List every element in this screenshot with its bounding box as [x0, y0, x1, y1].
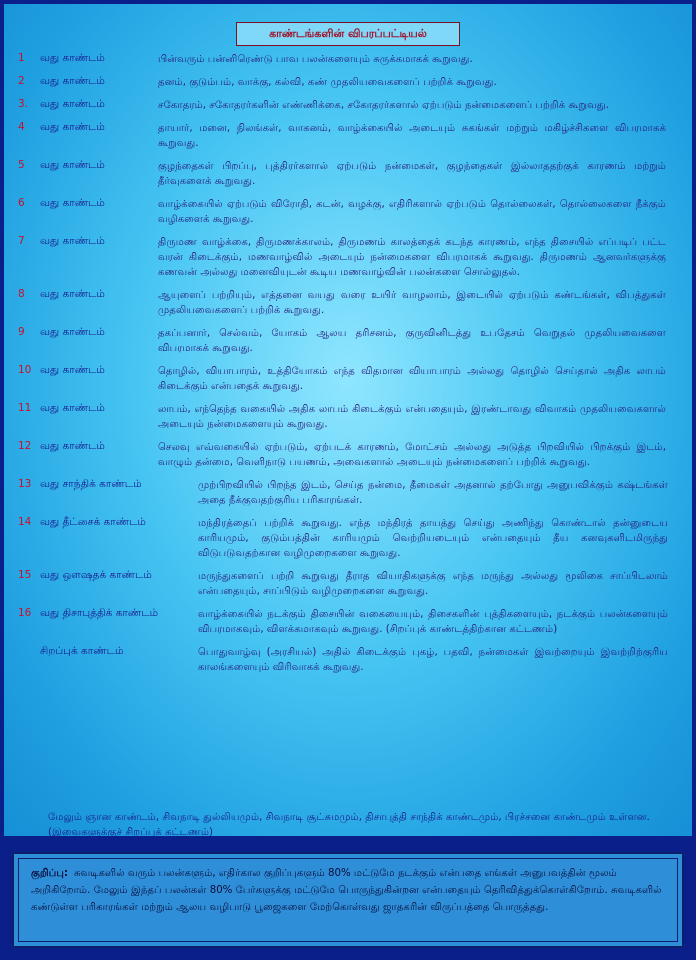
- chapter-description: வாழ்க்கையில் நடக்கும் திசையின் வகையையும், திசைகளின் புத்திகளையும், நடக்கும் பலன்களையும் விபரமாகவும், விளக்கமாகவும் கூறுவது. (சிறப்புக் காண்டத்திற்கான கட்டணம்): [198, 609, 668, 635]
- chapter-label: வது காண்டம்: [40, 235, 105, 247]
- special-chapter-row: [16, 645, 686, 675]
- chapter-description: வாழ்க்கையில் ஏற்படும் விரோதி, கடன், வழக்கு, எதிரிகளால் ஏற்படும் தொல்லைகள், தொல்லைகளை நீக்கும் வழிகளைக் கூறுவது.: [158, 199, 666, 225]
- chapter-description: முற்பிறவியில் பிறந்த இடம், செய்த நன்மை, தீமைகள் அதனால் தற்போது அனுபவிக்கும் கஷ்டங்கள் அதை நீக்குவதற்குரிய பரிகாரங்கள்.: [198, 480, 668, 506]
- note-inner-frame: [18, 858, 678, 942]
- chapter-number: 3.: [18, 98, 29, 110]
- chapter-description: சகோதரம், சகோதரர்களின் எண்ணிக்கை, சகோதரர்களால் ஏற்படும் நன்மைகளைப் பற்றிக் கூறுவது.: [158, 100, 609, 111]
- chapter-number: 16: [18, 607, 32, 619]
- chapter-number: 4: [18, 121, 25, 133]
- chapter-number: [16, 645, 40, 675]
- chapter-label: வது காண்டம்: [40, 402, 105, 414]
- chapter-number: 12: [18, 440, 32, 452]
- additional-chapters-paragraph: மேலும் ஞான காண்டம், சிவநாடி துல்லியமும், சிவநாடி சூட்சுமமும், திசாபுத்தி சாந்திக் காண்டமும், பிரச்சனை காண்டமும் உள்ளன. (இவைகளுக்குச் சிறப்புக் கட்டணம்): [48, 812, 650, 838]
- chapter-row: [16, 159, 686, 189]
- special-chapter-row: [16, 569, 686, 599]
- chapter-number: 13: [18, 478, 32, 490]
- chapter-number: 9: [18, 326, 25, 338]
- chapter-label: வது காண்டம்: [40, 52, 105, 64]
- chapter-number: 15: [18, 569, 32, 581]
- chapter-list: [16, 52, 686, 683]
- chapter-label: வது திசாபுத்திக் காண்டம்: [40, 607, 159, 619]
- chapter-description: திருமண வாழ்க்கை, திருமணக்காலம், திருமணம் காலத்தைக் கடந்த காரணம், எந்த திசையில் எப்படிப் பட்ட வரன் கிடைக்கும், மணவாழ்வில் அடையும் நன்மைகளை விபரமாகக் கூறுவது. திருமணம் ஆனவர்களுக்கு கணவன் அல்லது மனைவியுடன் கூடிய மணவாழ்வின் பலன்களை சொல்லுதல்.: [158, 237, 666, 278]
- chapter-number: 11: [18, 402, 32, 414]
- chapter-row: [16, 121, 686, 151]
- chapter-number: 6: [18, 197, 25, 209]
- chapter-description: தொழில், வியாபாரம், உத்தியோகம் எந்த விதமான வியாபாரம் அல்லது தொழில் செய்தால் அதிக லாபம் கிடைக்கும் என்பதைக் கூறுவது.: [158, 366, 666, 392]
- chapter-label: சிறப்புக் காண்டம்: [40, 645, 124, 657]
- chapter-label: வது காண்டம்: [40, 364, 105, 376]
- chapter-description: லாபம், எந்தெந்த வகையில் அதிக லாபம் கிடைக்கும் என்பதையும், இரண்டாவது விவாகம் முதலியவைகளால் அடையும் நன்மைகளையும் கூறுவது.: [158, 404, 666, 430]
- chapter-description: பின்வரும் பன்னிரெண்டு பாவ பலன்களையும் சுருக்கமாகக் கூறுவது.: [158, 54, 473, 65]
- chapter-number: 14: [18, 516, 32, 528]
- chapter-description: ஆயுளைப் பற்றியும், எத்தனை வயது வரை உயிர் வாழலாம், இடையில் ஏற்படும் கண்டங்கள், விபத்துகள் முதலியவைகளைப் பற்றிக் கூறுவது.: [158, 290, 666, 316]
- note-box: [12, 852, 684, 948]
- chapter-label: வது காண்டம்: [40, 440, 105, 452]
- note-text: சுவடிகளில் வரும் பலன்களும், எதிர்கால குறிப்புகளும் 80% மட்டுமே நடக்கும் என்பதை எங்கள் அனுபவத்தின் மூலம் அறிகிறோம். மேலும் இந்தப் பலன்கள் 80% பேர்களுக்கு மட்டுமே பொருந்துகின்றன என்பதையும் தெரிவித்துக்கொள்கிறோம். சுவடிகளில் கண்டுள்ள பரிகாரங்கள் மற்றும் ஆலய வழிபாடு பூஜைகளை மேற்கொள்வது ஜாதகரின் விருப்பத்தை பொருத்தது.: [31, 868, 662, 913]
- chapter-label: வது காண்டம்: [40, 121, 105, 133]
- chapter-description: மந்திரத்தைப் பற்றிக் கூறுவது. எந்த மந்திரத் தாயத்து செய்து அணிந்து கொண்டால் தன்னுடைய காரியமும், குடும்பத்தின் காரியமும் வெற்றியடையும் என்பதையும் தீய கனவுகளிடமிருந்து விடுபடுவதற்கான வழிமுறைகளை கூறுவது.: [198, 518, 668, 559]
- special-chapter-row: [16, 478, 686, 508]
- chapter-row: [16, 75, 686, 90]
- chapter-number: 5: [18, 159, 25, 171]
- special-chapter-row: [16, 607, 686, 637]
- content-panel: [4, 4, 692, 836]
- chapter-description: தனம், குடும்பம், வாக்கு, கல்வி, கண் முதலியவைகளைப் பற்றிக் கூறுவது.: [158, 77, 497, 88]
- chapter-row: [16, 288, 686, 318]
- chapter-label: வது தீட்சைக் காண்டம்: [40, 516, 146, 528]
- chapter-label: வது ஒளஷதக் காண்டம்: [40, 569, 152, 581]
- special-chapter-row: [16, 516, 686, 561]
- chapter-label: வது காண்டம்: [40, 197, 105, 209]
- chapter-label: வது காண்டம்: [40, 326, 105, 338]
- chapter-number: 8: [18, 288, 25, 300]
- chapter-description: தகப்பனார், செல்வம், யோகம் ஆலய தரிசனம், குருவினிடத்து உபதேசம் வெறுதல் முதலியவைகளை விபரமாகக் கூறுவது.: [158, 328, 666, 354]
- page-title: காண்டங்களின் விபரப்பட்டியல்: [269, 26, 427, 40]
- chapter-label: வது காண்டம்: [40, 98, 105, 110]
- chapter-label: வது காண்டம்: [40, 159, 105, 171]
- chapter-description: தாயார், மனை, நிலங்கள், வாகனம், வாழ்க்கையில் அடையும் சுகங்கள் மற்றும் மகிழ்ச்சிகளை விபரமாகக் கூறுவது.: [158, 123, 666, 149]
- chapter-row: [16, 402, 686, 432]
- chapter-description: மருந்துகளைப் பற்றி கூறுவது தீராத வியாதிகளுக்கு எந்த மருந்து அல்லது மூலிகை சாப்பிடலாம் என்பதையும், சாப்பிடும் வழிமுறைகளை கூறுவது.: [198, 571, 668, 597]
- chapter-row: [16, 98, 686, 113]
- chapter-row: [16, 235, 686, 280]
- chapter-description: செலவு எவ்வகையில் ஏற்படும், ஏற்படக் காரணம், மோட்சம் அல்லது அடுத்த பிறவியில் பிறக்கும் இடம், வாழும் தன்மை, வெளிநாடு பயணம், அவைகளால் அடையும் நன்மைகளைப் பற்றிக் கூறுவது.: [158, 442, 666, 468]
- chapter-label: வது சாந்திக் காண்டம்: [40, 478, 142, 490]
- chapter-label: வது காண்டம்: [40, 288, 105, 300]
- chapter-number: 2: [18, 75, 25, 87]
- chapter-label: வது காண்டம்: [40, 75, 105, 87]
- chapter-description: பொதுவாழ்வு (அரசியல்) அதில் கிடைக்கும் புகழ், பதவி, நன்மைகள் இவற்றையும் இவற்றிற்குரிய காலங்களையும் விரிவாகக் கூறுவது.: [198, 647, 668, 673]
- chapter-row: [16, 326, 686, 356]
- title-box: [236, 22, 460, 46]
- chapter-number: 7: [18, 235, 25, 247]
- chapter-row: [16, 197, 686, 227]
- chapter-row: [16, 364, 686, 394]
- chapter-row: [16, 440, 686, 470]
- chapter-number: 10: [18, 364, 32, 376]
- chapter-number: 1: [18, 52, 25, 64]
- note-label: குறிப்பு:: [31, 868, 68, 879]
- chapter-description: குழந்தைகள் பிறப்பு, புத்திரர்களால் ஏற்படும் நன்மைகள், குழந்தைகள் இல்லாததற்குக் காரணம் மற்றும் தீர்வுகளைக் கூறுவது.: [158, 161, 666, 187]
- chapter-row: [16, 52, 686, 67]
